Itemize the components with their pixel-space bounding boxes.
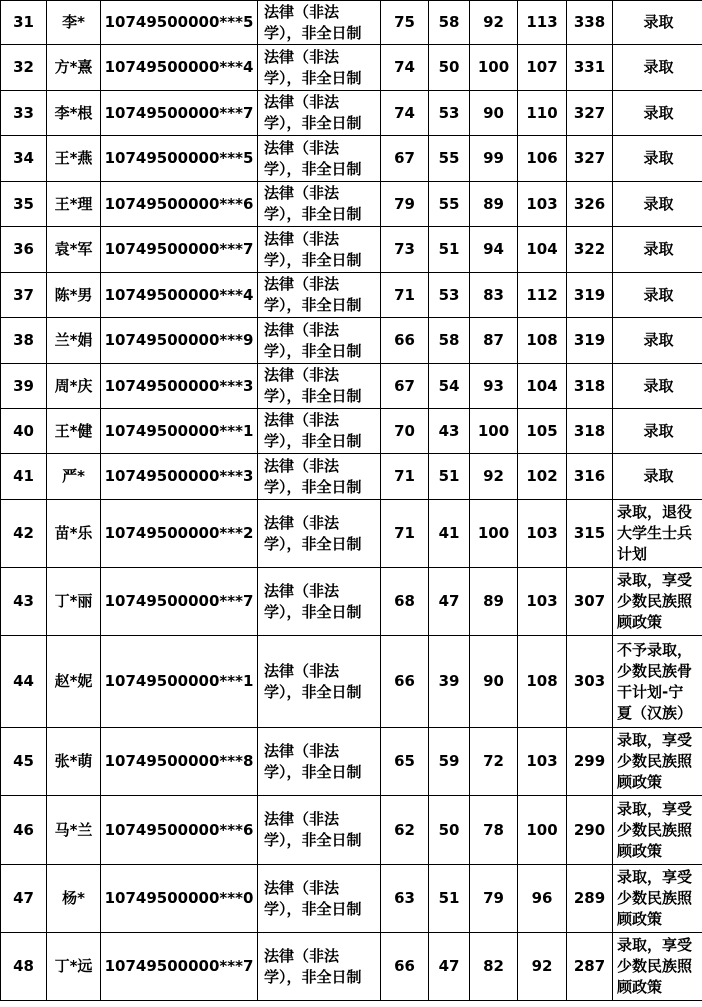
program-cell xyxy=(258,454,381,500)
score-3-cell: 100 xyxy=(470,409,518,454)
result-cell-line: 少数民族照 xyxy=(617,592,693,610)
result-cell xyxy=(613,568,702,636)
row-number-cell: 37 xyxy=(1,273,47,318)
total-score-cell: 318 xyxy=(567,409,613,454)
program-cell-line: 学），非全日制 xyxy=(264,432,362,450)
table-row xyxy=(1,454,702,500)
exam-id-cell: 10749500000***5 xyxy=(101,1,258,45)
table-row xyxy=(1,227,702,273)
table-row xyxy=(1,318,702,364)
result-cell xyxy=(613,91,702,136)
result-cell xyxy=(613,273,702,318)
candidate-name-cell: 赵*妮 xyxy=(47,636,101,728)
score-1-cell: 74 xyxy=(381,91,429,136)
row-number-cell: 48 xyxy=(1,933,47,1001)
program-cell-line: 学），非全日制 xyxy=(264,682,362,701)
score-4-cell: 108 xyxy=(518,318,567,364)
program-cell xyxy=(258,728,381,796)
table-row xyxy=(1,91,702,136)
table-row xyxy=(1,796,702,865)
score-4-cell: 108 xyxy=(518,636,567,728)
total-score-cell: 290 xyxy=(567,796,613,865)
score-1-cell: 75 xyxy=(381,1,429,45)
result-cell-line: 录取 xyxy=(643,103,674,122)
score-1-cell: 67 xyxy=(381,136,429,182)
row-number-cell: 47 xyxy=(1,865,47,933)
score-2-cell: 51 xyxy=(429,227,470,273)
program-cell-line: 学），非全日制 xyxy=(264,205,362,223)
score-4-cell: 92 xyxy=(518,933,567,1001)
total-score-cell: 318 xyxy=(567,364,613,409)
score-1-cell: 62 xyxy=(381,796,429,865)
total-score-cell: 322 xyxy=(567,227,613,273)
program-cell-line: 学），非全日制 xyxy=(264,68,362,87)
score-2-cell: 47 xyxy=(429,568,470,636)
result-cell-line: 录取 xyxy=(643,149,674,167)
candidate-name-cell: 丁*丽 xyxy=(47,568,101,636)
row-number-cell: 31 xyxy=(1,1,47,45)
program-cell xyxy=(258,364,381,409)
candidate-name-cell: 严* xyxy=(47,454,101,500)
row-number-cell: 33 xyxy=(1,91,47,136)
result-cell-line: 顾政策 xyxy=(617,613,663,631)
result-cell-line: 夏（汉族） xyxy=(617,703,693,722)
program-cell-line: 法律（非法 xyxy=(264,138,340,157)
total-score-cell: 338 xyxy=(567,1,613,45)
exam-id-cell: 10749500000***5 xyxy=(101,136,258,182)
table-row xyxy=(1,273,702,318)
result-cell-line: 录取，享受 xyxy=(617,868,693,886)
table-row xyxy=(1,500,702,568)
result-cell-line: 不予录取， xyxy=(617,640,693,659)
score-3-cell: 82 xyxy=(470,933,518,1001)
result-cell-line: 录取 xyxy=(643,58,674,76)
result-cell-line: 录取 xyxy=(643,285,674,304)
score-4-cell: 105 xyxy=(518,409,567,454)
result-cell-line: 少数民族骨 xyxy=(617,661,693,680)
result-cell-line: 少数民族照 xyxy=(617,957,693,975)
program-cell-line: 法律（非法 xyxy=(264,456,340,475)
total-score-cell: 287 xyxy=(567,933,613,1001)
score-4-cell: 102 xyxy=(518,454,567,500)
score-2-cell: 50 xyxy=(429,796,470,865)
result-cell xyxy=(613,933,702,1001)
program-cell-line: 法律（非法 xyxy=(264,878,340,897)
program-cell-line: 学），非全日制 xyxy=(264,114,362,132)
program-cell-line: 法律（非法 xyxy=(264,320,340,339)
exam-id-cell: 10749500000***7 xyxy=(101,933,258,1001)
candidate-name-cell: 周*庆 xyxy=(47,364,101,409)
result-cell xyxy=(613,636,702,728)
score-3-cell: 93 xyxy=(470,364,518,409)
result-cell xyxy=(613,364,702,409)
score-2-cell: 55 xyxy=(429,136,470,182)
total-score-cell: 327 xyxy=(567,91,613,136)
program-cell-line: 学），非全日制 xyxy=(264,831,362,849)
score-3-cell: 83 xyxy=(470,273,518,318)
total-score-cell: 319 xyxy=(567,273,613,318)
row-number-cell: 41 xyxy=(1,454,47,500)
result-cell-line: 计划 xyxy=(617,545,648,563)
score-4-cell: 96 xyxy=(518,865,567,933)
program-cell-line: 学），非全日制 xyxy=(264,250,362,269)
table-row xyxy=(1,136,702,182)
candidate-name-cell: 马*兰 xyxy=(47,796,101,865)
exam-id-cell: 10749500000***3 xyxy=(101,454,258,500)
total-score-cell: 289 xyxy=(567,865,613,933)
score-4-cell: 110 xyxy=(518,91,567,136)
row-number-cell: 42 xyxy=(1,500,47,568)
result-cell-line: 录取 xyxy=(643,240,674,258)
result-cell xyxy=(613,728,702,796)
program-cell xyxy=(258,500,381,568)
result-cell-line: 少数民族照 xyxy=(617,889,693,907)
score-4-cell: 103 xyxy=(518,500,567,568)
result-cell-line: 录取 xyxy=(643,194,674,213)
program-cell-line: 学），非全日制 xyxy=(264,602,362,621)
program-cell xyxy=(258,409,381,454)
program-cell-line: 学），非全日制 xyxy=(264,967,362,986)
score-2-cell: 39 xyxy=(429,636,470,728)
score-3-cell: 89 xyxy=(470,568,518,636)
score-3-cell: 87 xyxy=(470,318,518,364)
program-cell-line: 学），非全日制 xyxy=(264,296,362,314)
score-1-cell: 68 xyxy=(381,568,429,636)
result-cell-line: 录取 xyxy=(643,376,674,395)
table-row xyxy=(1,182,702,227)
result-cell-line: 录取 xyxy=(643,13,674,31)
result-cell-line: 录取，享受 xyxy=(617,799,693,818)
row-number-cell: 46 xyxy=(1,796,47,865)
program-cell-line: 学），非全日制 xyxy=(264,159,362,178)
program-cell xyxy=(258,227,381,273)
program-cell-line: 学），非全日制 xyxy=(264,762,362,781)
table-row xyxy=(1,568,702,636)
score-3-cell: 100 xyxy=(470,45,518,91)
program-cell-line: 学），非全日制 xyxy=(264,23,362,42)
result-cell-line: 少数民族照 xyxy=(617,820,693,839)
program-cell xyxy=(258,136,381,182)
result-cell xyxy=(613,1,702,45)
score-2-cell: 51 xyxy=(429,865,470,933)
row-number-cell: 40 xyxy=(1,409,47,454)
result-cell xyxy=(613,45,702,91)
table-row xyxy=(1,933,702,1001)
program-cell xyxy=(258,933,381,1001)
score-3-cell: 90 xyxy=(470,91,518,136)
score-2-cell: 53 xyxy=(429,91,470,136)
program-cell xyxy=(258,636,381,728)
score-4-cell: 113 xyxy=(518,1,567,45)
total-score-cell: 299 xyxy=(567,728,613,796)
score-3-cell: 92 xyxy=(470,454,518,500)
table-row xyxy=(1,1,702,45)
program-cell-line: 法律（非法 xyxy=(264,411,340,429)
program-cell-line: 法律（非法 xyxy=(264,2,340,21)
total-score-cell: 319 xyxy=(567,318,613,364)
candidate-name-cell: 方*熹 xyxy=(47,45,101,91)
score-1-cell: 71 xyxy=(381,500,429,568)
score-1-cell: 66 xyxy=(381,933,429,1001)
row-number-cell: 35 xyxy=(1,182,47,227)
score-1-cell: 63 xyxy=(381,865,429,933)
score-2-cell: 58 xyxy=(429,318,470,364)
score-4-cell: 103 xyxy=(518,568,567,636)
table-row xyxy=(1,636,702,728)
result-cell-line: 干计划-宁 xyxy=(617,682,684,701)
exam-id-cell: 10749500000***1 xyxy=(101,409,258,454)
total-score-cell: 315 xyxy=(567,500,613,568)
candidate-name-cell: 袁*军 xyxy=(47,227,101,273)
total-score-cell: 331 xyxy=(567,45,613,91)
exam-id-cell: 10749500000***6 xyxy=(101,796,258,865)
score-1-cell: 79 xyxy=(381,182,429,227)
program-cell xyxy=(258,796,381,865)
program-cell-line: 学），非全日制 xyxy=(264,534,362,553)
score-4-cell: 112 xyxy=(518,273,567,318)
total-score-cell: 326 xyxy=(567,182,613,227)
exam-id-cell: 10749500000***7 xyxy=(101,91,258,136)
program-cell-line: 法律（非法 xyxy=(264,184,340,202)
score-2-cell: 41 xyxy=(429,500,470,568)
score-2-cell: 53 xyxy=(429,273,470,318)
row-number-cell: 32 xyxy=(1,45,47,91)
score-4-cell: 103 xyxy=(518,182,567,227)
result-cell-line: 顾政策 xyxy=(617,841,663,860)
exam-id-cell: 10749500000***0 xyxy=(101,865,258,933)
score-1-cell: 67 xyxy=(381,364,429,409)
score-2-cell: 58 xyxy=(429,1,470,45)
result-cell xyxy=(613,409,702,454)
table-row xyxy=(1,728,702,796)
result-cell-line: 顾政策 xyxy=(617,978,663,996)
score-3-cell: 99 xyxy=(470,136,518,182)
result-cell-line: 少数民族照 xyxy=(617,752,693,770)
total-score-cell: 327 xyxy=(567,136,613,182)
result-cell-line: 录取 xyxy=(643,421,674,440)
program-cell-line: 法律（非法 xyxy=(264,810,340,828)
candidate-name-cell: 李*根 xyxy=(47,91,101,136)
program-cell xyxy=(258,865,381,933)
score-2-cell: 59 xyxy=(429,728,470,796)
program-cell xyxy=(258,45,381,91)
exam-id-cell: 10749500000***1 xyxy=(101,636,258,728)
exam-id-cell: 10749500000***7 xyxy=(101,568,258,636)
exam-id-cell: 10749500000***9 xyxy=(101,318,258,364)
score-4-cell: 104 xyxy=(518,364,567,409)
program-cell-line: 法律（非法 xyxy=(264,661,340,680)
score-2-cell: 43 xyxy=(429,409,470,454)
result-cell-line: 录取 xyxy=(643,467,674,485)
program-cell-line: 法律（非法 xyxy=(264,93,340,111)
candidate-name-cell: 兰*娟 xyxy=(47,318,101,364)
result-cell-line: 录取，享受 xyxy=(617,571,693,589)
row-number-cell: 45 xyxy=(1,728,47,796)
program-cell xyxy=(258,318,381,364)
candidate-name-cell: 苗*乐 xyxy=(47,500,101,568)
score-3-cell: 94 xyxy=(470,227,518,273)
program-cell-line: 学），非全日制 xyxy=(264,341,362,360)
table-row xyxy=(1,45,702,91)
score-3-cell: 79 xyxy=(470,865,518,933)
exam-id-cell: 10749500000***3 xyxy=(101,364,258,409)
row-number-cell: 43 xyxy=(1,568,47,636)
program-cell-line: 法律（非法 xyxy=(264,47,340,66)
exam-id-cell: 10749500000***4 xyxy=(101,273,258,318)
score-3-cell: 89 xyxy=(470,182,518,227)
score-1-cell: 73 xyxy=(381,227,429,273)
score-1-cell: 70 xyxy=(381,409,429,454)
table-row xyxy=(1,865,702,933)
exam-id-cell: 10749500000***7 xyxy=(101,227,258,273)
program-cell xyxy=(258,182,381,227)
program-cell-line: 法律（非法 xyxy=(264,366,340,384)
total-score-cell: 316 xyxy=(567,454,613,500)
score-1-cell: 71 xyxy=(381,273,429,318)
program-cell-line: 学），非全日制 xyxy=(264,477,362,496)
result-cell xyxy=(613,136,702,182)
row-number-cell: 44 xyxy=(1,636,47,728)
exam-id-cell: 10749500000***2 xyxy=(101,500,258,568)
score-3-cell: 100 xyxy=(470,500,518,568)
score-3-cell: 78 xyxy=(470,796,518,865)
table-row xyxy=(1,409,702,454)
result-cell-line: 录取 xyxy=(643,331,674,349)
score-3-cell: 92 xyxy=(470,1,518,45)
exam-id-cell: 10749500000***8 xyxy=(101,728,258,796)
score-2-cell: 47 xyxy=(429,933,470,1001)
score-2-cell: 51 xyxy=(429,454,470,500)
candidate-name-cell: 丁*远 xyxy=(47,933,101,1001)
score-4-cell: 104 xyxy=(518,227,567,273)
row-number-cell: 34 xyxy=(1,136,47,182)
program-cell xyxy=(258,91,381,136)
score-1-cell: 66 xyxy=(381,636,429,728)
result-cell xyxy=(613,454,702,500)
result-cell-line: 顾政策 xyxy=(617,910,663,928)
result-cell-line: 大学生士兵 xyxy=(617,524,693,542)
program-cell-line: 学），非全日制 xyxy=(264,899,362,918)
program-cell xyxy=(258,568,381,636)
result-cell xyxy=(613,865,702,933)
score-2-cell: 54 xyxy=(429,364,470,409)
score-2-cell: 50 xyxy=(429,45,470,91)
score-4-cell: 107 xyxy=(518,45,567,91)
result-cell-line: 顾政策 xyxy=(617,773,663,791)
program-cell-line: 法律（非法 xyxy=(264,581,340,600)
row-number-cell: 38 xyxy=(1,318,47,364)
result-cell xyxy=(613,318,702,364)
candidate-name-cell: 王*燕 xyxy=(47,136,101,182)
candidate-name-cell: 张*萌 xyxy=(47,728,101,796)
table-body xyxy=(1,1,702,1001)
program-cell-line: 法律（非法 xyxy=(264,275,340,293)
result-cell-line: 录取，退役 xyxy=(617,503,693,521)
result-cell-line: 录取，享受 xyxy=(617,731,693,749)
exam-id-cell: 10749500000***6 xyxy=(101,182,258,227)
table-row xyxy=(1,364,702,409)
program-cell xyxy=(258,273,381,318)
program-cell-line: 学），非全日制 xyxy=(264,387,362,405)
program-cell-line: 法律（非法 xyxy=(264,946,340,965)
score-1-cell: 66 xyxy=(381,318,429,364)
score-4-cell: 100 xyxy=(518,796,567,865)
result-cell xyxy=(613,500,702,568)
score-3-cell: 90 xyxy=(470,636,518,728)
score-1-cell: 65 xyxy=(381,728,429,796)
program-cell xyxy=(258,1,381,45)
exam-id-cell: 10749500000***4 xyxy=(101,45,258,91)
candidate-name-cell: 李* xyxy=(47,1,101,45)
total-score-cell: 303 xyxy=(567,636,613,728)
result-cell xyxy=(613,182,702,227)
result-cell-line: 录取，享受 xyxy=(617,936,693,954)
score-1-cell: 71 xyxy=(381,454,429,500)
result-cell xyxy=(613,796,702,865)
score-3-cell: 72 xyxy=(470,728,518,796)
candidate-name-cell: 王*理 xyxy=(47,182,101,227)
score-4-cell: 103 xyxy=(518,728,567,796)
row-number-cell: 39 xyxy=(1,364,47,409)
row-number-cell: 36 xyxy=(1,227,47,273)
score-1-cell: 74 xyxy=(381,45,429,91)
score-2-cell: 55 xyxy=(429,182,470,227)
result-cell xyxy=(613,227,702,273)
candidate-name-cell: 陈*男 xyxy=(47,273,101,318)
candidate-name-cell: 王*健 xyxy=(47,409,101,454)
program-cell-line: 法律（非法 xyxy=(264,513,340,532)
candidate-name-cell: 杨* xyxy=(47,865,101,933)
score-4-cell: 106 xyxy=(518,136,567,182)
total-score-cell: 307 xyxy=(567,568,613,636)
program-cell-line: 法律（非法 xyxy=(264,229,340,248)
program-cell-line: 法律（非法 xyxy=(264,741,340,760)
